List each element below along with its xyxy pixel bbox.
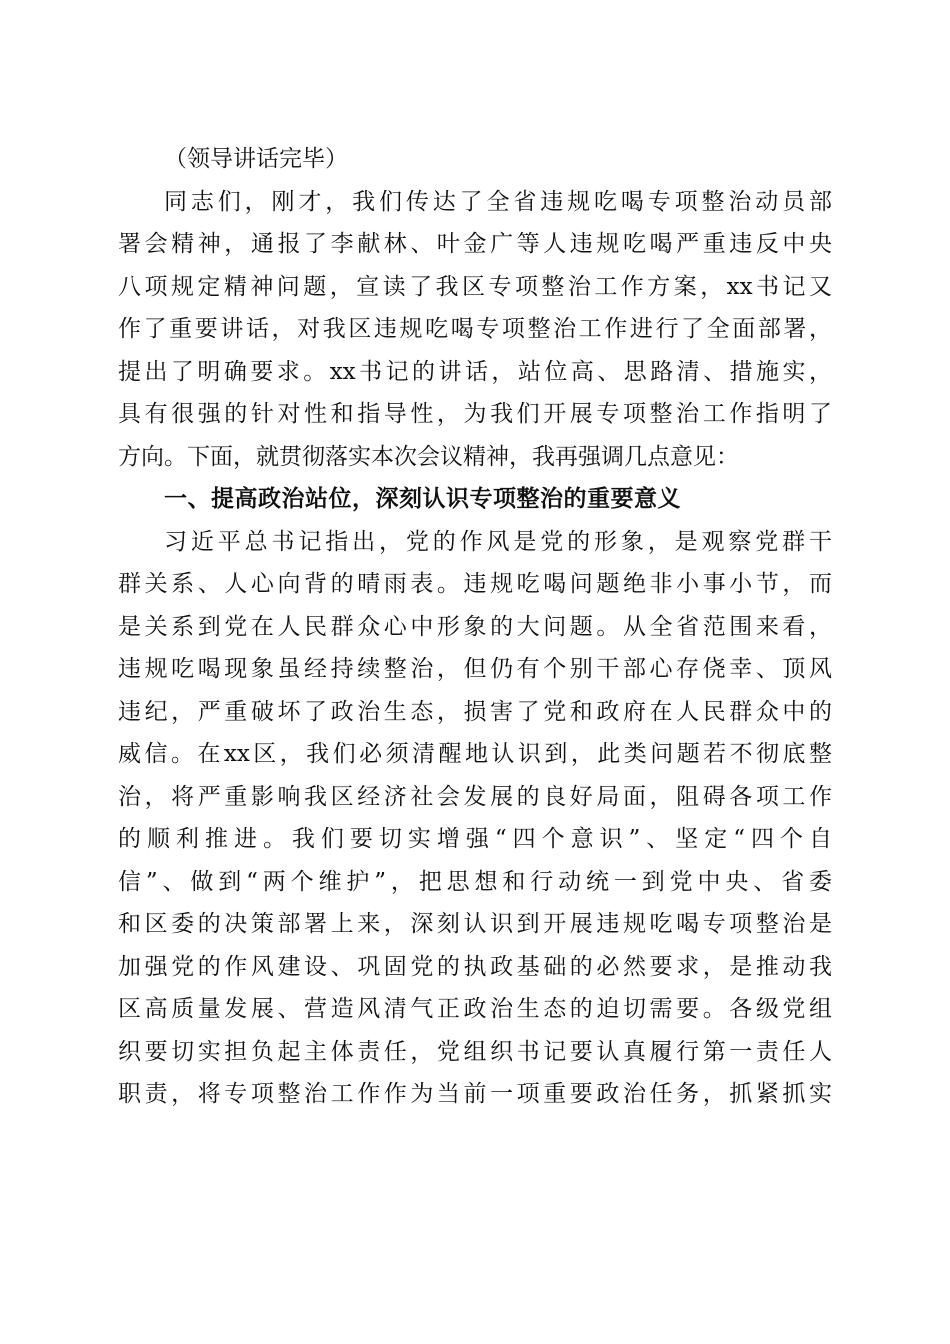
intro-line: 具有很强的针对性和指导性，为我们开展专项整治工作指明了	[118, 401, 832, 427]
section-line: 的顺利推进。我们要切实增强“四个意识”、坚定“四个自	[118, 826, 832, 852]
intro-line: 提出了明确要求。xx书记的讲话，站位高、思路清、措施实，	[118, 358, 832, 385]
intro-line: 方向。下面，就贯彻落实本次会议精神，我再强调几点意见：	[118, 443, 739, 470]
section-heading: 一、提高政治站位，深刻认识专项整治的重要意义	[164, 486, 681, 512]
section-line: 信”、做到“两个维护”，把思想和行动统一到党中央、省委	[118, 868, 832, 895]
section-line: 区高质量发展、营造风清气正政治生态的迫切需要。各级党组	[118, 996, 832, 1022]
section-line: 加强党的作风建设、巩固党的执政基础的必然要求，是推动我	[118, 953, 832, 980]
section-line: 织要切实担负起主体责任，党组织书记要认真履行第一责任人	[118, 1038, 832, 1065]
intro-line: 作了重要讲话，对我区违规吃喝专项整治工作进行了全面部署，	[118, 316, 832, 342]
section-line: 群关系、人心向背的晴雨表。违规吃喝问题绝非小事小节，而	[118, 571, 832, 597]
section-line: 违规吃喝现象虽经持续整治，但仍有个别干部心存侥幸、顶风	[118, 656, 832, 682]
section-line: 和区委的决策部署上来，深刻认识到开展违规吃喝专项整治是	[118, 911, 832, 937]
section-line: 威信。在xx区，我们必须清醒地认识到，此类问题若不彻底整	[118, 741, 832, 767]
intro-line: 同志们，刚才，我们传达了全省违规吃喝专项整治动员部	[164, 188, 832, 215]
intro-line: 八项规定精神问题，宣读了我区专项整治工作方案，xx书记又	[118, 273, 832, 300]
section-line: 违纪，严重破坏了政治生态，损害了党和政府在人民群众中的	[118, 698, 832, 725]
section-line: 治，将严重影响我区经济社会发展的良好局面，阻碍各项工作	[118, 783, 832, 810]
speech-end-note: （领导讲话完毕）	[164, 146, 348, 172]
section-line: 职责，将专项整治工作作为当前一项重要政治任务，抓紧抓实	[118, 1081, 832, 1107]
document-body	[118, 138, 832, 1116]
intro-line: 署会精神，通报了李献林、叶金广等人违规吃喝严重违反中央	[118, 231, 832, 257]
section-line: 是关系到党在人民群众心中形象的大问题。从全省范围来看，	[118, 613, 832, 640]
section-line: 习近平总书记指出，党的作风是党的形象，是观察党群干	[164, 528, 832, 555]
